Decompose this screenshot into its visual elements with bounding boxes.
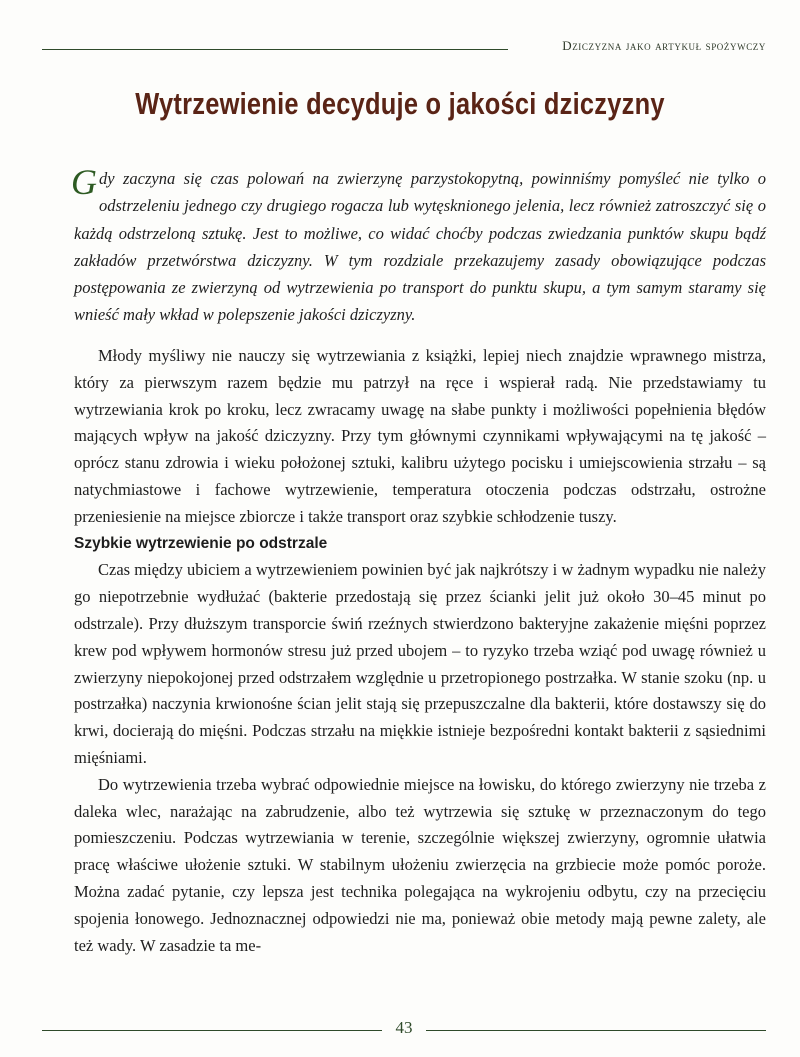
- body-paragraph: Młody myśliwy nie nauczy się wytrzewiania z książki, lepiej niech znajdzie wprawnego mistrza, który za pierwszym razem będzie mu patrzył na ręce i wspierał radą. Nie przedstawiamy tu wytrzewiania krok po kroku, lecz zwracamy uwagę na słabe punkty i możliwości popełnienia błędów mających wpływ na jakość dziczyzny. Przy tym głównymi czynnikami wpływającymi na tę jakość – oprócz stanu zdrowia i wieku położonej sztuki, kalibru użytego pocisku i umiejscowienia strzału – są natychmiastowe i fachowe wytrzewienie, temperatura otoczenia podczas odstrzału, ostrożne przeniesienie na miejsce zbiorcze i także transport oraz szybkie schłodzenie tuszy.: [74, 346, 766, 526]
- body-text: [74, 343, 766, 959]
- drop-cap: G: [71, 162, 97, 202]
- header-rule: [42, 49, 508, 50]
- footer-rule-right: [426, 1030, 766, 1031]
- chapter-title: Wytrzewienie decyduje o jakości dziczyzny: [135, 86, 665, 121]
- intro-paragraph: [71, 162, 766, 329]
- section-paragraph: Do wytrzewienia trzeba wybrać odpowiednie miejsce na łowisku, do którego zwierzyny nie trzeba z daleka wlec, narażając na zabrudzenie, albo też wytrzewia się sztukę w przeznaczonym do tego pomieszczeniu. Podczas wytrzewiania w terenie, szczególnie większej zwierzyny, ogromnie ułatwia pracę właściwe ułożenie sztuki. W stabilnym ułożeniu zwierzęcia na grzbiecie może pomóc poroże. Można zadać pytanie, czy lepsza jest technika polegająca na wykrojeniu odbytu, czy na przecięciu spojenia łonowego. Jednoznacznej odpowiedzi nie ma, ponieważ obie metody mają pewne zalety, ale też wady. W zasadzie ta me-: [74, 774, 766, 955]
- section-heading: Szybkie wytrzewienie po odstrzale: [74, 534, 328, 552]
- intro-text: dy zaczyna się czas polowań na zwierzynę parzystokopytną, powinniśmy pomyśleć nie tylko o odstrzeleniu jednego czy drugiego rogacza lub wytęsknionego jelenia, lecz również zatroszczyć się o każdą odstrzeloną sztukę. Jest to możliwe, co widać choćby podczas zwiedzania punktów skupu bądź zakładów przetwórstwa dziczyzny. W tym rozdziale przekazujemy zasady obowiązujące podczas postępowania ze zwierzyną od wytrzewienia po transport do punktu skupu, a tym samym staramy się wnieść mały wkład w polepszenie jakości dziczyzny.: [74, 169, 766, 325]
- section-paragraph: Czas między ubiciem a wytrzewieniem powinien być jak najkrótszy i w żadnym wypadku nie należy go niepotrzebnie wydłużać (bakterie przedostają się przez ścianki jelit już około 30–45 minut po odstrzale). Przy dłuższym transporcie świń rzeźnych stwierdzono bakteryjne zakażenie mięśni poprzez krew pod wpływem hormonów stresu już przed ubojem – to ryzyko trzeba wziąć pod uwagę również u zwierzyny niepokojonej przed odstrzałem względnie u przetropionego postrzałka. W stanie szoku (np. u postrzałka) naczynia krwionośne ścian jelit stają się przepuszczalne dla bakterii, które dostawszy się do krwi, docierają do mięśni. Podczas strzału na miękkie istnieje bezpośredni kontakt bakterii z sąsiednimi mięśniami.: [74, 560, 766, 767]
- running-head: Dziczyzna jako artykuł spożywczy: [562, 38, 766, 53]
- page-number: 43: [395, 1018, 413, 1037]
- footer-rule-left: [42, 1030, 382, 1031]
